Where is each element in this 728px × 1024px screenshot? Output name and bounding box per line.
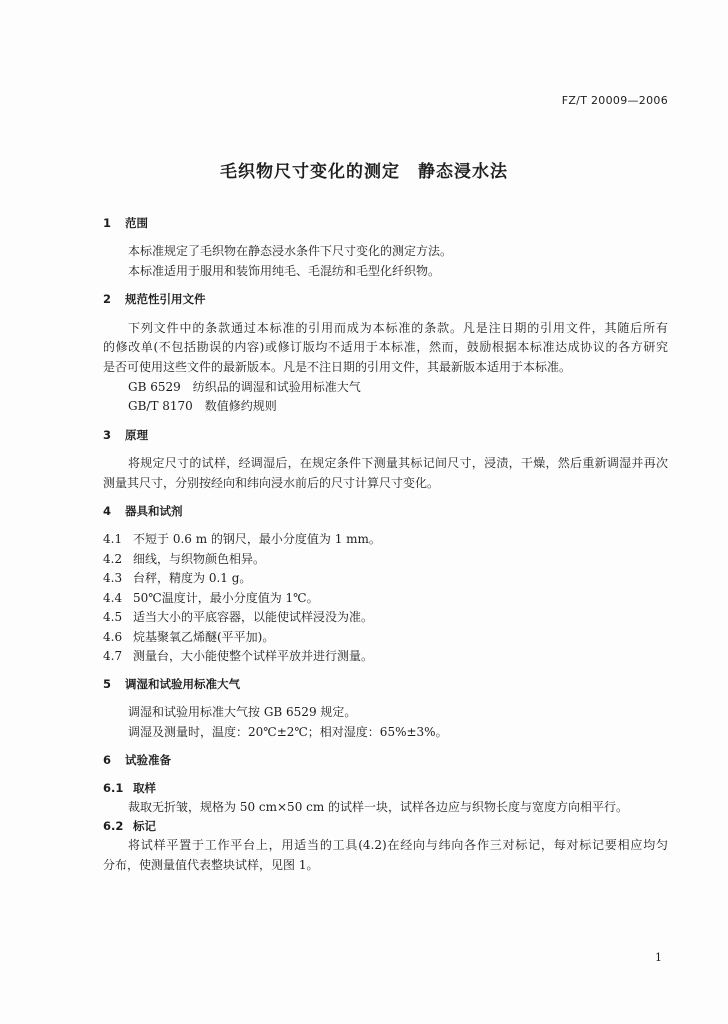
section-number: 5 <box>103 677 112 691</box>
section-number: 2 <box>103 292 112 306</box>
section-2-paragraph-line-1: 下列文件中的条款通过本标准的引用而成为本标准的条款。凡是注日期的引用文件，其随后所有 <box>128 321 668 335</box>
item-number: 4.5 <box>103 610 123 624</box>
equipment-item <box>103 532 381 546</box>
section-number: 3 <box>103 428 112 442</box>
equipment-item <box>103 610 373 624</box>
item-number: 4.2 <box>103 552 123 566</box>
section-4-heading <box>103 504 183 518</box>
page-number: 1 <box>655 951 662 964</box>
section-title: 试验准备 <box>125 753 171 767</box>
subsection-number: 6.2 <box>103 819 124 833</box>
section-title: 原理 <box>125 428 148 442</box>
section-5-paragraph-2: 调湿及测量时，温度：20℃±2℃；相对湿度：65%±3%。 <box>128 725 448 739</box>
item-text: 细线，与织物颜色相异。 <box>133 552 266 566</box>
subsection-number: 6.1 <box>103 781 124 795</box>
item-text: 不短于 0.6 m 的钢尺，最小分度值为 1 mm。 <box>133 532 381 546</box>
item-text: 烷基聚氧乙烯醚(平平加)。 <box>133 630 275 644</box>
section-2-paragraph-line-2: 的修改单(不包括勘误的内容)或修订版均不适用于本标准，然而，鼓励根据本标准达成协议的各方研究 <box>103 340 668 354</box>
standard-code: FZ/T 20009—2006 <box>561 94 668 107</box>
equipment-item <box>103 591 319 605</box>
item-number: 4.6 <box>103 630 123 644</box>
item-number: 4.3 <box>103 571 123 585</box>
equipment-item <box>103 552 265 566</box>
item-text: 测量台，大小能使整个试样平放并进行测量。 <box>133 649 374 663</box>
item-text: 台秤，精度为 0.1 g。 <box>133 571 252 585</box>
equipment-item <box>103 571 251 585</box>
section-5-heading <box>103 677 240 691</box>
section-3-paragraph-line-1: 将规定尺寸的试样，经调湿后，在规定条件下测量其标记间尺寸，浸渍，干燥，然后重新调湿并再次 <box>128 456 668 470</box>
section-2-paragraph-line-3: 是否可使用这些文件的最新版本。凡是不注日期的引用文件，其最新版本适用于本标准。 <box>103 360 572 374</box>
subsection-title: 标记 <box>133 819 156 833</box>
equipment-item <box>103 630 274 644</box>
subsection-6-1-text: 裁取无折皱，规格为 50 cm×50 cm 的试样一块，试样各边应与织物长度与宽度方向相平行。 <box>128 800 629 814</box>
section-number: 4 <box>103 504 112 518</box>
item-number: 4.1 <box>103 532 123 546</box>
item-text: 适当大小的平底容器，以能使试样浸没为准。 <box>133 610 374 624</box>
section-title: 范围 <box>125 216 148 230</box>
section-title: 规范性引用文件 <box>125 292 206 306</box>
section-1-heading <box>103 216 148 230</box>
section-6-heading <box>103 753 171 767</box>
reference-gb-6529: GB 6529 纺织品的调湿和试验用标准大气 <box>128 380 361 394</box>
subsection-6-2-text-line-1: 将试样平置于工作平台上，用适当的工具(4.2)在经向与纬向各作三对标记，每对标记要相应均匀 <box>128 838 668 852</box>
section-number: 1 <box>103 216 112 230</box>
section-1-paragraph-2: 本标准适用于服用和装饰用纯毛、毛混纺和毛型化纤织物。 <box>128 264 441 278</box>
section-title: 调湿和试验用标准大气 <box>125 677 240 691</box>
document-title: 毛织物尺寸变化的测定 静态浸水法 <box>220 162 508 182</box>
section-title: 器具和试剂 <box>125 504 183 518</box>
section-5-paragraph-1: 调湿和试验用标准大气按 GB 6529 规定。 <box>128 705 357 719</box>
section-1-paragraph-1: 本标准规定了毛织物在静态浸水条件下尺寸变化的测定方法。 <box>128 244 453 258</box>
section-3-paragraph-line-2: 测量其尺寸，分别按经向和纬向浸水前后的尺寸计算尺寸变化。 <box>103 476 440 490</box>
item-number: 4.7 <box>103 649 123 663</box>
equipment-item <box>103 649 373 663</box>
subsection-6-2-text-line-2: 分布，使测量值代表整块试样，见图 1。 <box>103 858 319 872</box>
item-number: 4.4 <box>103 591 123 605</box>
section-number: 6 <box>103 753 112 767</box>
subsection-6-2-heading <box>103 819 156 833</box>
reference-gb-t-8170: GB/T 8170 数值修约规则 <box>128 399 277 413</box>
section-3-heading <box>103 428 148 442</box>
section-2-heading <box>103 292 206 306</box>
subsection-title: 取样 <box>133 781 156 795</box>
item-text: 50℃温度计，最小分度值为 1℃。 <box>133 591 319 605</box>
subsection-6-1-heading <box>103 781 156 795</box>
